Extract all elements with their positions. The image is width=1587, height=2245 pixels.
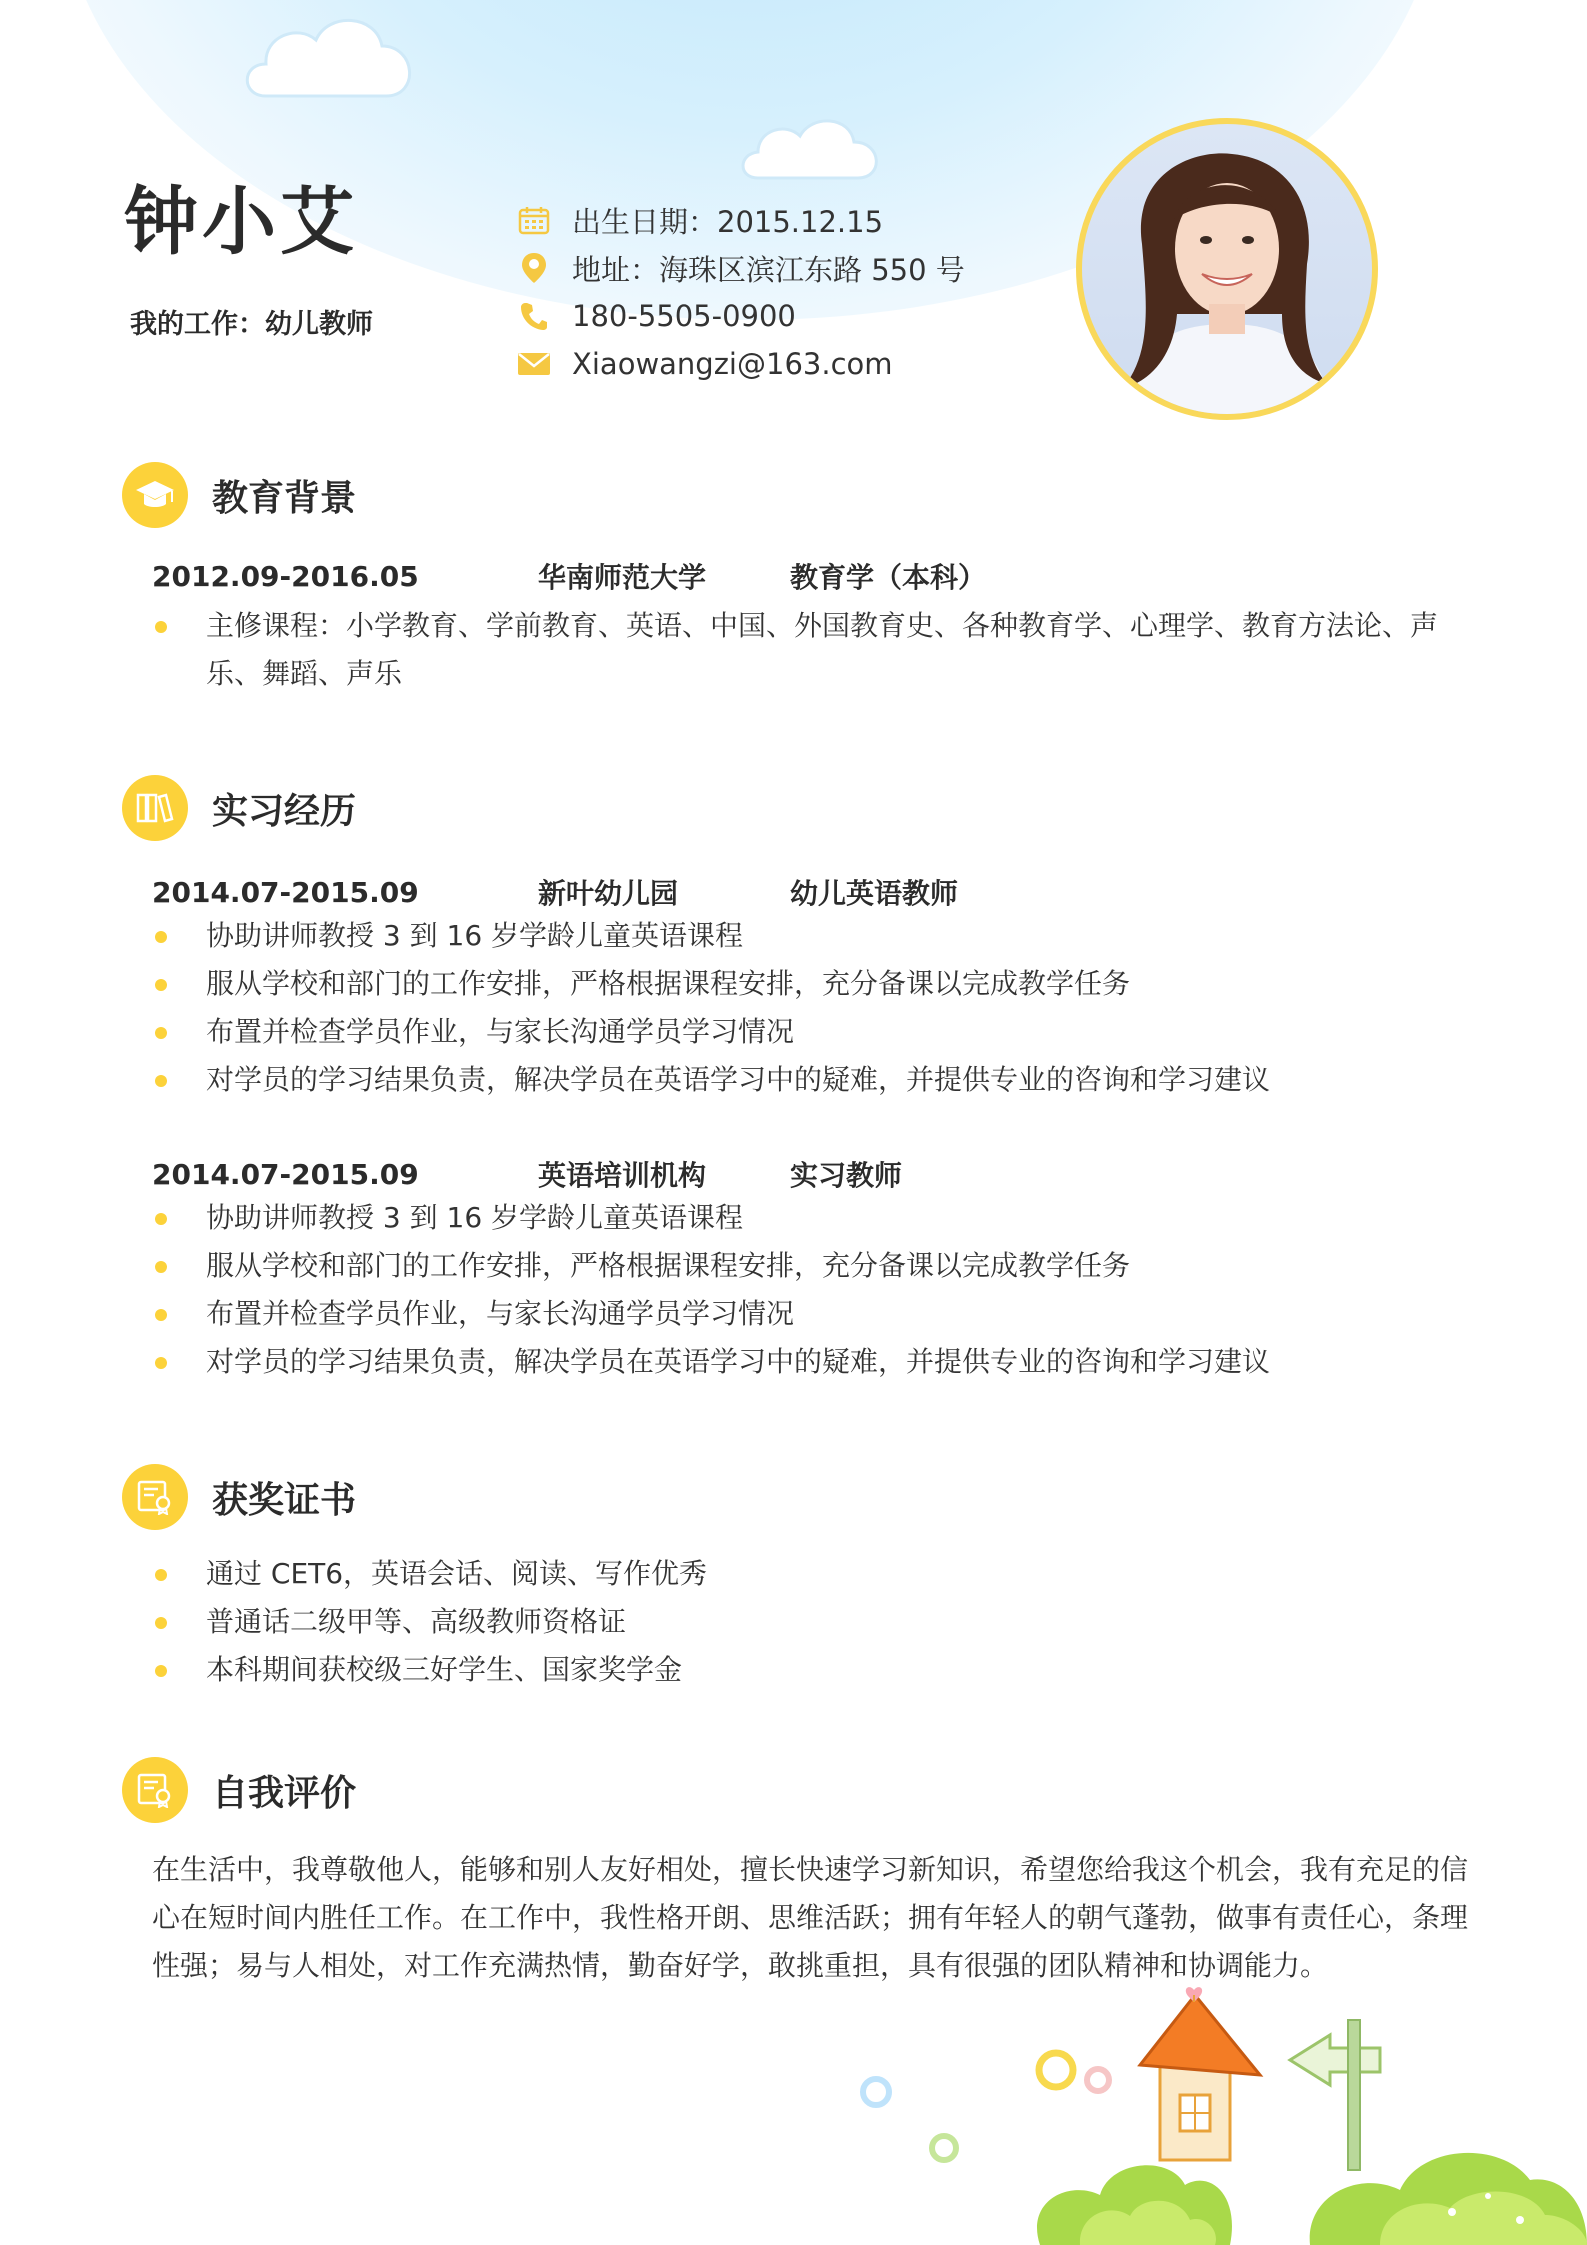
cloud-icon — [734, 106, 890, 194]
books-icon — [122, 775, 188, 841]
certificate-icon — [122, 1757, 188, 1823]
entry-header — [152, 872, 1442, 912]
section-title: 获奖证书 — [212, 1479, 357, 1521]
entry-date: 2014.07-2015.09 — [152, 1157, 419, 1191]
internship-entry-2 — [152, 1154, 1442, 1386]
section-awards-header — [122, 1464, 356, 1530]
candidate-name: 钟小艾 — [124, 179, 358, 265]
house-illustration — [840, 1980, 1587, 2245]
contact-email: Xiaowangzi@163.com — [516, 340, 965, 388]
list-item: 对学员的学习结果负责，解决学员在英语学习中的疑难，并提供专业的咨询和学习建议 — [152, 1338, 1442, 1386]
cloud-icon — [236, 6, 426, 118]
list-item: 通过 CET6，英语会话、阅读、写作优秀 — [152, 1550, 1442, 1598]
list-item: 布置并检查学员作业，与家长沟通学员学习情况 — [152, 1290, 1442, 1338]
list-item: 本科期间获校级三好学生、国家奖学金 — [152, 1646, 1442, 1694]
entry-date: 2012.09-2016.05 — [152, 559, 419, 593]
entry-role: 实习教师 — [790, 1159, 903, 1192]
contact-birthdate: 出生日期：2015.12.15 — [516, 196, 965, 244]
mail-icon — [516, 346, 552, 382]
section-education-header — [122, 462, 356, 528]
job-title: 我的工作：幼儿教师 — [130, 309, 373, 340]
calendar-icon — [516, 202, 552, 238]
bullet-list — [152, 1550, 1442, 1694]
list-item: 对学员的学习结果负责，解决学员在英语学习中的疑难，并提供专业的咨询和学习建议 — [152, 1056, 1442, 1104]
bullet-list — [152, 1194, 1442, 1386]
list-item: 协助讲师教授 3 到 16 岁学龄儿童英语课程 — [152, 912, 1442, 960]
contact-list — [516, 196, 965, 388]
section-title: 自我评价 — [212, 1772, 357, 1814]
awards-list-block — [152, 1550, 1442, 1694]
list-item: 服从学校和部门的工作安排，严格根据课程安排，充分备课以完成教学任务 — [152, 960, 1442, 1008]
entry-header — [152, 1154, 1442, 1194]
entry-role: 教育学（本科） — [790, 561, 987, 594]
list-item: 布置并检查学员作业，与家长沟通学员学习情况 — [152, 1008, 1442, 1056]
entry-role: 幼儿英语教师 — [790, 877, 959, 910]
section-title: 教育背景 — [212, 477, 357, 519]
internship-entry-1 — [152, 872, 1442, 1104]
bullet-list — [152, 912, 1442, 1104]
list-item: 协助讲师教授 3 到 16 岁学龄儿童英语课程 — [152, 1194, 1442, 1242]
graduation-cap-icon — [122, 462, 188, 528]
education-entry — [152, 556, 1442, 698]
self-evaluation-text: 在生活中，我尊敬他人，能够和别人友好相处，擅长快速学习新知识，希望您给我这个机会，我有充足的信心在短时间内胜任工作。在工作中，我性格开朗、思维活跃；拥有年轻人的朝气蓬勃，做事有责任心，条理性强；易与人相处，对工作充满热情，勤奋好学，敢挑重担，具有很强的团队精神和协调能力。 — [152, 1853, 1469, 1982]
entry-organization: 华南师范大学 — [538, 561, 707, 594]
contact-phone: 180-5505-0900 — [516, 292, 965, 340]
list-item: 主修课程：小学教育、学前教育、英语、中国、外国教育史、各种教育学、心理学、教育方法论、声乐、舞蹈、声乐 — [152, 602, 1442, 698]
list-item: 服从学校和部门的工作安排，严格根据课程安排，充分备课以完成教学任务 — [152, 1242, 1442, 1290]
section-self-header — [122, 1757, 356, 1823]
entry-organization: 英语培训机构 — [538, 1159, 707, 1192]
entry-header — [152, 556, 1442, 596]
location-pin-icon — [516, 250, 552, 286]
phone-icon — [516, 298, 552, 334]
section-internship-header — [122, 775, 356, 841]
entry-date: 2014.07-2015.09 — [152, 875, 419, 909]
certificate-icon — [122, 1464, 188, 1530]
section-title: 实习经历 — [212, 790, 357, 832]
contact-address: 地址：海珠区滨江东路 550 号 — [516, 244, 965, 292]
profile-photo — [1076, 118, 1378, 420]
list-item: 普通话二级甲等、高级教师资格证 — [152, 1598, 1442, 1646]
bullet-list — [152, 602, 1442, 698]
entry-organization: 新叶幼儿园 — [538, 877, 679, 910]
